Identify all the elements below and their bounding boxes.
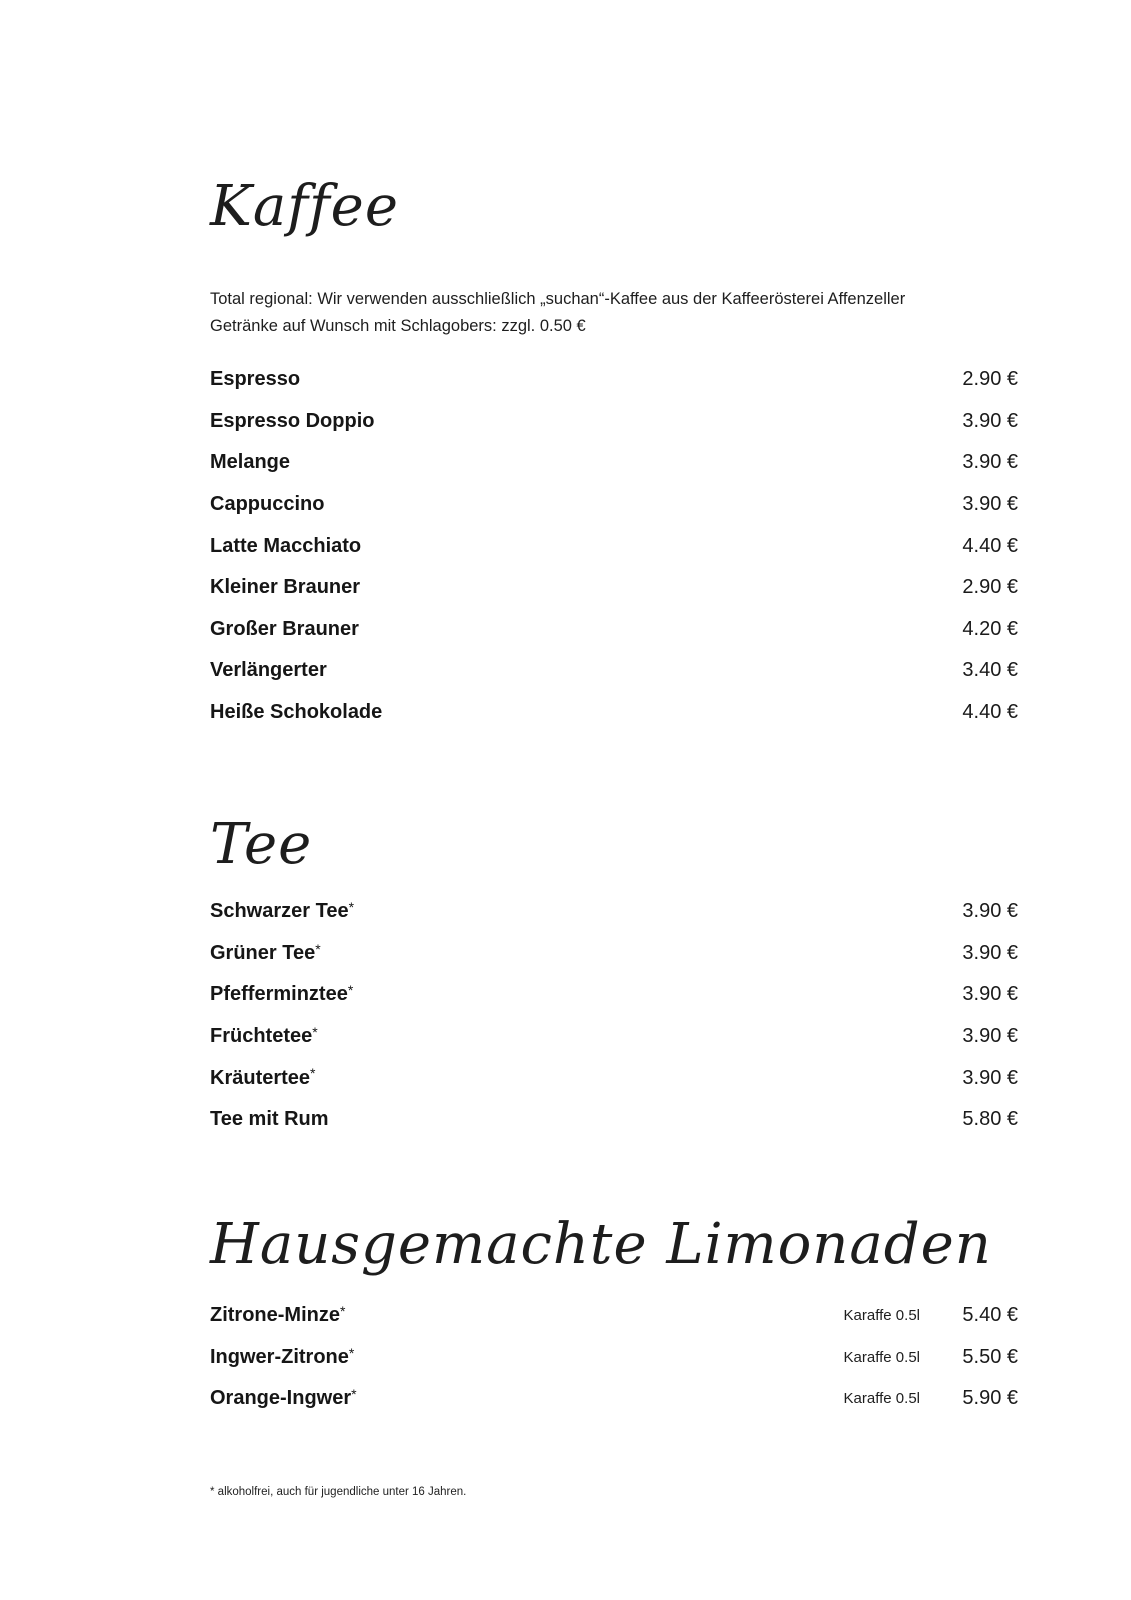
section-intro: [210, 286, 970, 340]
menu-item: [210, 1295, 1018, 1337]
footnote: * alkoholfrei, auch für jugendliche unter 16 Jahren.: [210, 1486, 467, 1498]
item-asterisk: *: [310, 1065, 316, 1082]
menu-item-list: [210, 359, 1018, 733]
menu-item: [210, 484, 1018, 526]
item-asterisk: *: [348, 1344, 355, 1361]
item-name: Heiße Schokolade: [210, 701, 383, 724]
menu-item: [210, 401, 1018, 443]
item-name: Ingwer-Zitrone: [210, 1345, 349, 1368]
section-title: Kaffee: [210, 174, 399, 239]
item-price: 4.20 €: [962, 617, 1018, 640]
menu-item: [210, 1016, 1018, 1058]
item-name: Kleiner Brauner: [210, 576, 361, 599]
item-price: 5.80 €: [962, 1108, 1018, 1131]
item-name: Orange-Ingwer: [210, 1387, 352, 1410]
item-price: 3.90 €: [962, 451, 1018, 474]
item-price: 2.90 €: [962, 368, 1018, 391]
menu-item-list: [210, 891, 1018, 1141]
item-name: Grüner Tee: [210, 941, 316, 964]
item-asterisk: *: [347, 982, 354, 999]
item-price: 3.90 €: [962, 409, 1018, 432]
item-name: Tee mit Rum: [210, 1108, 329, 1131]
item-name: Espresso Doppio: [210, 409, 375, 432]
item-price: 4.40 €: [962, 701, 1018, 724]
item-price: 3.40 €: [962, 659, 1018, 682]
item-name: Melange: [210, 451, 291, 474]
menu-page: [210, 0, 1018, 1600]
item-price: 3.90 €: [962, 900, 1018, 923]
item-price: 5.50 €: [962, 1345, 1018, 1368]
menu-item: [210, 692, 1018, 734]
item-name: Pfefferminztee: [210, 983, 348, 1006]
menu-section: [210, 812, 1018, 1131]
menu-item: [210, 442, 1018, 484]
item-price: 3.90 €: [962, 1025, 1018, 1048]
item-size: Karaffe 0.5l: [843, 1307, 920, 1325]
item-asterisk: *: [315, 940, 321, 957]
item-name: Großer Brauner: [210, 617, 359, 640]
menu-item: [210, 974, 1018, 1016]
intro-line: Total regional: Wir verwenden ausschließlich „suchan“-Kaffee aus der Kaffeerösterei Affenzeller: [210, 290, 906, 308]
item-price: 3.90 €: [962, 983, 1018, 1006]
item-price: 3.90 €: [962, 493, 1018, 516]
item-name: Espresso: [210, 368, 301, 391]
item-price: 3.90 €: [962, 941, 1018, 964]
section-title: Hausgemachte Limonaden: [210, 1212, 992, 1277]
menu-item: [210, 1099, 1018, 1141]
item-name: Kräutertee: [210, 1066, 311, 1089]
item-name: Cappuccino: [210, 493, 325, 516]
item-price: 4.40 €: [962, 534, 1018, 557]
menu-item-list: [210, 1295, 1018, 1420]
item-price: 5.90 €: [962, 1387, 1018, 1410]
section-title: Tee: [210, 812, 313, 877]
item-asterisk: *: [351, 1386, 357, 1403]
menu-section: [210, 1212, 1018, 1410]
item-name: Latte Macchiato: [210, 534, 362, 557]
item-price: 5.40 €: [962, 1304, 1018, 1327]
item-name: Früchtetee: [210, 1025, 313, 1048]
menu-item: [210, 1337, 1018, 1379]
item-asterisk: *: [312, 1023, 318, 1040]
intro-line: Getränke auf Wunsch mit Schlagobers: zzgl. 0.50 €: [210, 317, 586, 335]
menu-item: [210, 1378, 1018, 1420]
menu-item: [210, 567, 1018, 609]
item-size: Karaffe 0.5l: [843, 1348, 920, 1366]
item-size: Karaffe 0.5l: [843, 1390, 920, 1408]
menu-section: [210, 174, 1018, 724]
menu-item: [210, 1057, 1018, 1099]
item-asterisk: *: [340, 1303, 346, 1319]
menu-item: [210, 933, 1018, 975]
item-name: Verlängerter: [210, 659, 327, 682]
item-price: 3.90 €: [962, 1066, 1018, 1089]
menu-item: [210, 359, 1018, 401]
item-name: Zitrone-Minze: [210, 1304, 340, 1327]
menu-item: [210, 650, 1018, 692]
item-asterisk: *: [348, 899, 355, 915]
menu-item: [210, 609, 1018, 651]
menu-item: [210, 891, 1018, 933]
menu-item: [210, 525, 1018, 567]
item-name: Schwarzer Tee: [210, 900, 349, 923]
item-price: 2.90 €: [962, 576, 1018, 599]
